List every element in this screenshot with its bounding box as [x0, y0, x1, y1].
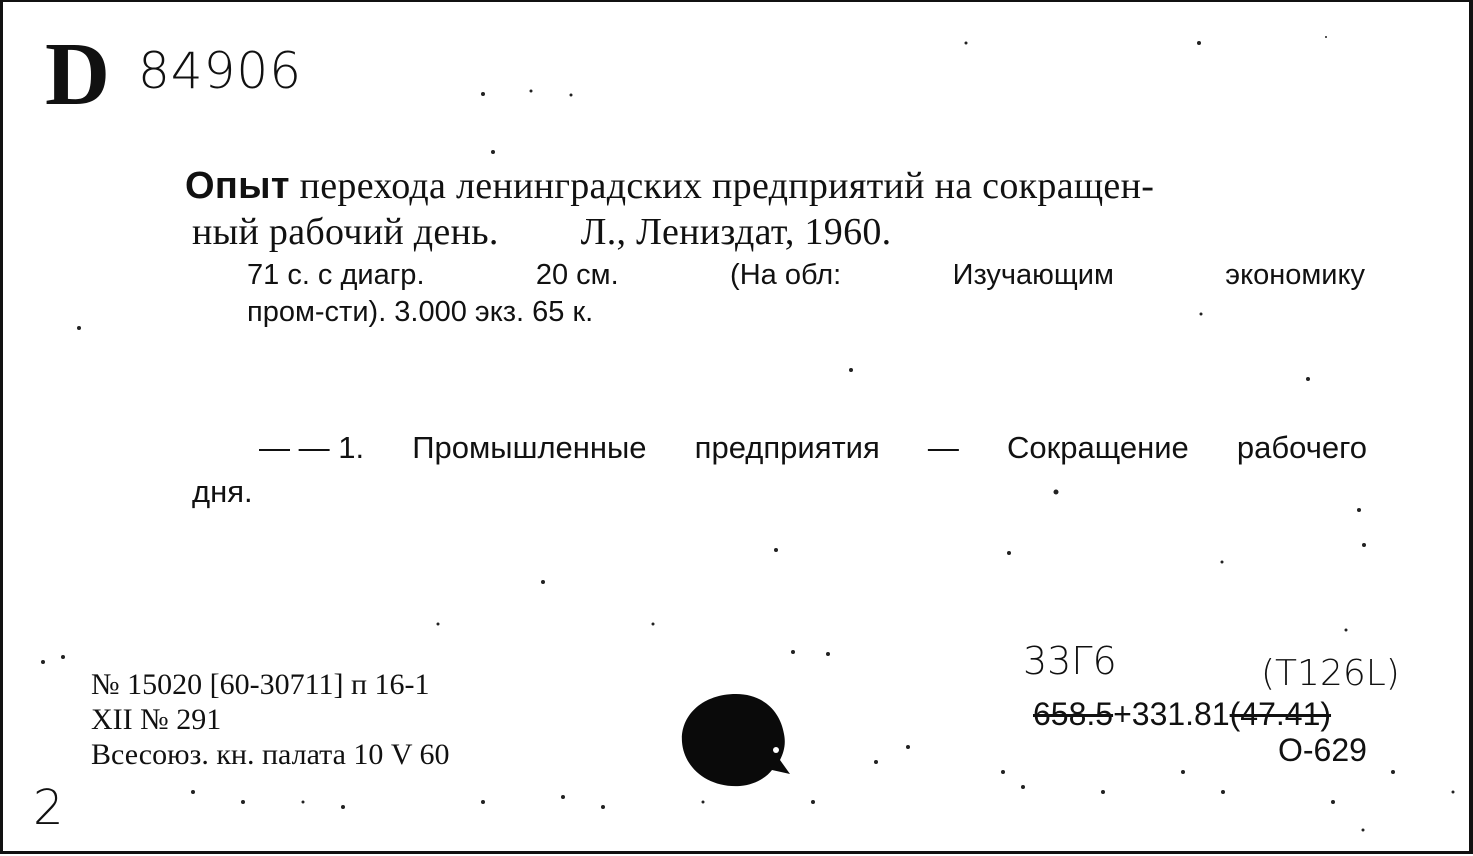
classification-line [1033, 696, 1331, 733]
shelf-mark-handwritten: 33Г6 [1023, 639, 1117, 683]
registration-number: № 15020 [60-30711] п 16-1 [91, 668, 430, 701]
subject-part: — — 1. [259, 430, 365, 465]
author-mark: О-629 [1278, 732, 1367, 768]
title-end: ный рабочий день. [192, 211, 499, 253]
title-line-1 [185, 164, 1154, 208]
registration-book: XII № 291 [91, 703, 222, 736]
title-continuation: перехода ленинградских предприятий на сокращен- [299, 165, 1155, 207]
collation-line-2: пром-сти). 3.000 экз. 65 к. [247, 296, 594, 328]
collation-part: Изучающим [952, 259, 1114, 291]
subject-heading-line-2: дня. [192, 474, 253, 509]
title-lead-word: Опыт [185, 165, 290, 207]
subject-part: Сокращение [1007, 430, 1189, 465]
subject-part: рабочего [1236, 430, 1367, 465]
imprint: Л., Лениздат, 1960. [580, 211, 892, 253]
collation-part: (На обл: [730, 259, 842, 291]
title-line-2 [192, 210, 892, 254]
subject-heading-line-1 [259, 430, 1367, 466]
collation-line-1 [247, 259, 1365, 292]
copy-count-handwritten: 2 [33, 780, 64, 836]
registration-chamber: Всесоюз. кн. палата 10 V 60 [91, 738, 450, 771]
collation-part: экономику [1225, 259, 1365, 291]
shelf-mark-paren-handwritten: (Т126L) [1261, 653, 1400, 694]
collation-part: 71 с. с диагр. [247, 259, 425, 291]
classification-code: +331.81 [1113, 696, 1230, 732]
ink-stamp-blot [680, 690, 792, 790]
call-number-handwritten: 84906 [138, 42, 303, 100]
classification-struck: 658.5 [1033, 696, 1114, 732]
collation-part: 20 см. [535, 259, 619, 291]
subject-part: Промышленные [412, 430, 647, 465]
subject-part: предприятия [694, 430, 880, 465]
call-letter: D [45, 25, 110, 124]
classification-old: (47.41) [1229, 696, 1332, 732]
subject-part: — [927, 430, 959, 465]
